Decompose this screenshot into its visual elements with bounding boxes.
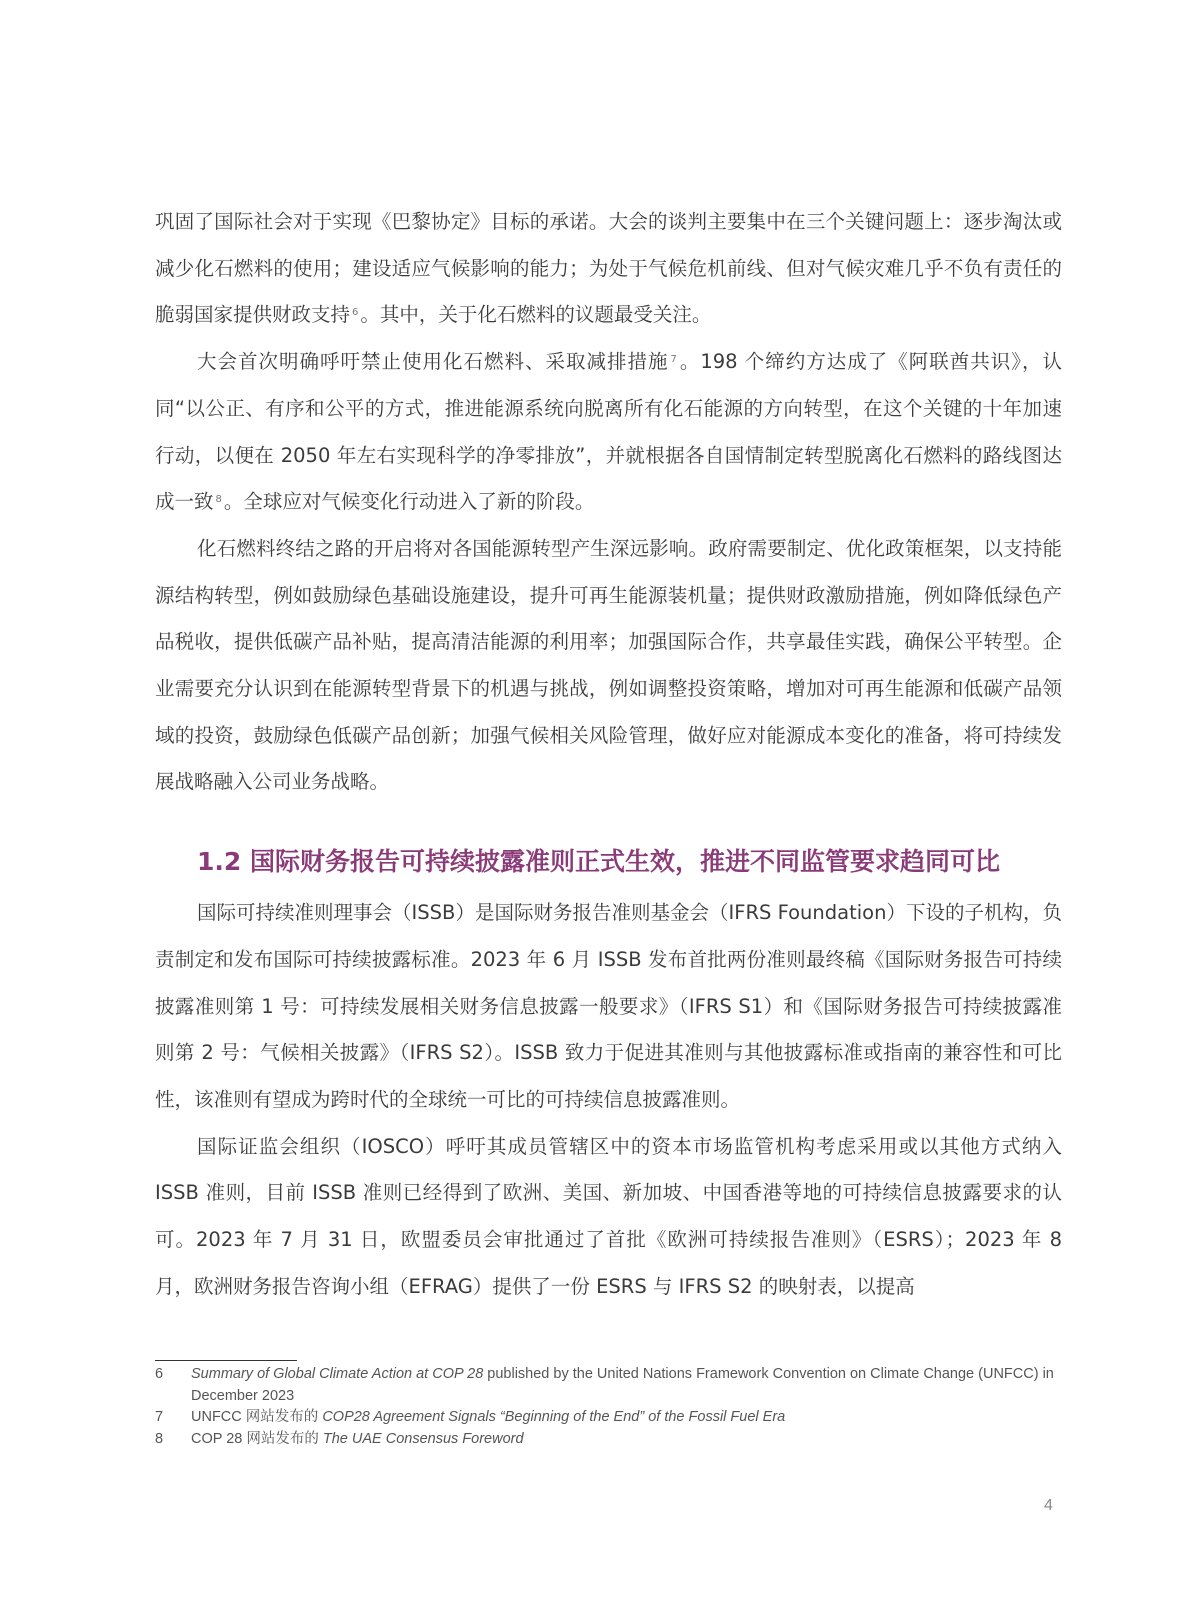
footnote-text: Summary of Global Climate Action at COP 28 published by the United Nations Framework Convention on Climate Change (UNFCC) in December 2023: [191, 1366, 1054, 1404]
footnotes: [155, 1364, 1062, 1450]
footnote-ref-7[interactable]: 7: [670, 354, 677, 366]
footnote-number: 6: [155, 1366, 164, 1382]
footnote-text: COP 28 网站发布的 The UAE Consensus Foreword: [191, 1430, 524, 1447]
footnote-7: [155, 1407, 1062, 1429]
main-content: [155, 199, 1062, 1310]
paragraph-2: 大会首次明确呼吁禁止使用化石燃料、采取减排措施 $^7$ 。198 个缔约方达成了《阿联酋共识》，认同“以公正、有序和公平的方式，推进能源系统向脱离所有化石能源的方向转型，在这个关键的十年加速行动，以便在 2050 年左右实现科学的净零排放”，并就根据各自国情制定转型脱离化石燃料的路线图达成一致 $^8$ 。全球应对气候变化行动进入了新的阶段。: [155, 350, 1062, 514]
footnote-8: [155, 1429, 1062, 1451]
paragraph-3: 化石燃料终结之路的开启将对各国能源转型产生深远影响。政府需要制定、优化政策框架，以支持能源结构转型，例如鼓励绿色基础设施建设，提升可再生能源装机量；提供财政激励措施，例如降低绿色产品税收，提供低碳产品补贴，提高清洁能源的利用率；加强国际合作，共享最佳实践，确保公平转型。企业需要充分认识到在能源转型背景下的机遇与挑战，例如调整投资策略，增加对可再生能源和低碳产品领域的投资，鼓励绿色低碳产品创新；加强气候相关风险管理，做好应对能源成本变化的准备，将可持续发展战略融入公司业务战略。: [155, 536, 1062, 794]
footnote-6: [155, 1364, 1062, 1407]
footnote-divider: [155, 1360, 297, 1361]
section-heading: 1.2 国际财务报告可持续披露准则正式生效，推进不同监管要求趋同可比: [197, 847, 1000, 877]
paragraph-1: 巩固了国际社会对于实现《巴黎协定》目标的承诺。大会的谈判主要集中在三个关键问题上：逐步淘汰或减少化石燃料的使用；建设适应气候影响的能力；为处于气候危机前线、但对气候灾难几乎不负有责任的脆弱国家提供财政支持 $^6$ 。其中，关于化石燃料的议题最受关注。: [155, 210, 1062, 327]
paragraph-5: 国际证监会组织（IOSCO）呼吁其成员管辖区中的资本市场监管机构考虑采用或以其他方式纳入 ISSB 准则，目前 ISSB 准则已经得到了欧洲、美国、新加坡、中国香港等地的可持续信息披露要求的认可。2023 年 7 月 31 日，欧盟委员会审批通过了首批《欧洲可持续报告准则》（ESRS）；2023 年 8 月，欧洲财务报告咨询小组（EFRAG）提供了一份 ESRS 与 IFRS S2 的映射表，以提高: [155, 1134, 1062, 1298]
footnote-ref-8[interactable]: 8: [215, 494, 222, 506]
footnote-number: 7: [155, 1409, 164, 1425]
footnote-ref-6[interactable]: 6: [352, 307, 359, 319]
page-number: 4: [1044, 1497, 1053, 1514]
footnote-number: 8: [155, 1430, 164, 1447]
footnote-text: UNFCC 网站发布的 COP28 Agreement Signals “Beginning of the End” of the Fossil Fuel Era: [191, 1409, 786, 1425]
paragraph-4: 国际可持续准则理事会（ISSB）是国际财务报告准则基金会（IFRS Foundation）下设的子机构，负责制定和发布国际可持续披露标准。2023 年 6 月 ISSB 发布首批两份准则最终稿《国际财务报告可持续披露准则第 1 号：可持续发展相关财务信息披露一般要求》（IFRS S1）和《国际财务报告可持续披露准则第 2 号：气候相关披露》（IFRS S2）。ISSB 致力于促进其准则与其他披露标准或指南的兼容性和可比性，该准则有望成为跨时代的全球统一可比的可持续信息披露准则。: [155, 901, 1062, 1111]
